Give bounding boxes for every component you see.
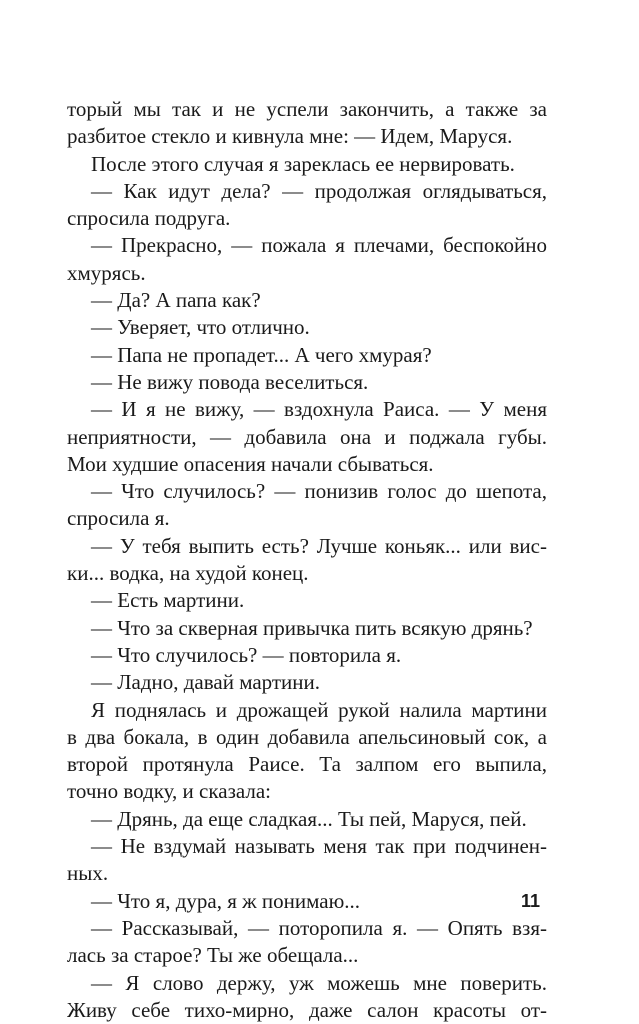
- text-line: — Прекрасно, — пожала я плечами, беспокойно: [91, 233, 547, 258]
- text-line: — Как идут дела? — продолжая оглядываться,: [91, 178, 547, 203]
- text-line: хмурясь.: [67, 260, 146, 285]
- text-line: торый мы так и не успели закончить, а также за: [67, 97, 547, 121]
- page-number: 11: [520, 891, 540, 911]
- text-line: лась за старое? Ты же обещала...: [67, 943, 359, 968]
- text-line: — Что я, дура, я ж понимаю...: [91, 888, 361, 913]
- text-line: разбитое стекло и кивнула мне: — Идем, Маруся.: [67, 124, 513, 149]
- text-line: неприятности, — добавила она и поджала губы.: [67, 424, 547, 449]
- body-text: [67, 96, 547, 1024]
- text-line: — Папа не пропадет... А чего хмурая?: [91, 342, 432, 367]
- text-line: — Есть мартини.: [91, 588, 245, 613]
- text-line: — Ладно, давай мартини.: [91, 670, 321, 695]
- text-line: Живу себе тихо-мирно, даже салон красоты от-: [67, 997, 547, 1022]
- text-line: После этого случая я зареклась ее нервировать.: [91, 151, 515, 176]
- text-line: Я поднялась и дрожащей рукой налила мартини: [91, 697, 547, 722]
- text-line: — Я слово держу, уж можешь мне поверить.: [91, 970, 547, 995]
- text-line: второй протянула Раисе. Та залпом его выпила,: [67, 752, 547, 777]
- text-line: — Не вздумай называть меня так при подчинен-: [91, 834, 547, 859]
- text-line: точно водку, и сказала:: [67, 779, 272, 804]
- text-line: в два бокала, в один добавила апельсиновый сок, а: [67, 724, 547, 749]
- text-line: — У тебя выпить есть? Лучше коньяк... или вис-: [91, 533, 547, 558]
- text-line: ки... водка, на худой конец.: [67, 561, 309, 586]
- text-line: спросила подруга.: [67, 206, 231, 231]
- text-line: ных.: [67, 861, 109, 886]
- text-line: Мои худшие опасения начали сбываться.: [67, 451, 434, 476]
- text-line: — Рассказывай, — поторопила я. — Опять взя-: [91, 915, 547, 940]
- text-line: спросила я.: [67, 506, 170, 531]
- text-line: — Уверяет, что отлично.: [91, 315, 310, 340]
- text-line: — Что за скверная привычка пить всякую дрянь?: [91, 615, 533, 640]
- text-line: — Что случилось? — понизив голос до шепота,: [91, 479, 547, 504]
- text-line: — И я не вижу, — вздохнула Раиса. — У меня: [91, 397, 547, 422]
- text-line: — Что случилось? — повторила я.: [91, 642, 402, 667]
- text-line: — Да? А папа как?: [91, 288, 261, 313]
- text-line: — Не вижу повода веселиться.: [91, 369, 369, 394]
- text-line: — Дрянь, да еще сладкая... Ты пей, Маруся, пей.: [91, 806, 527, 831]
